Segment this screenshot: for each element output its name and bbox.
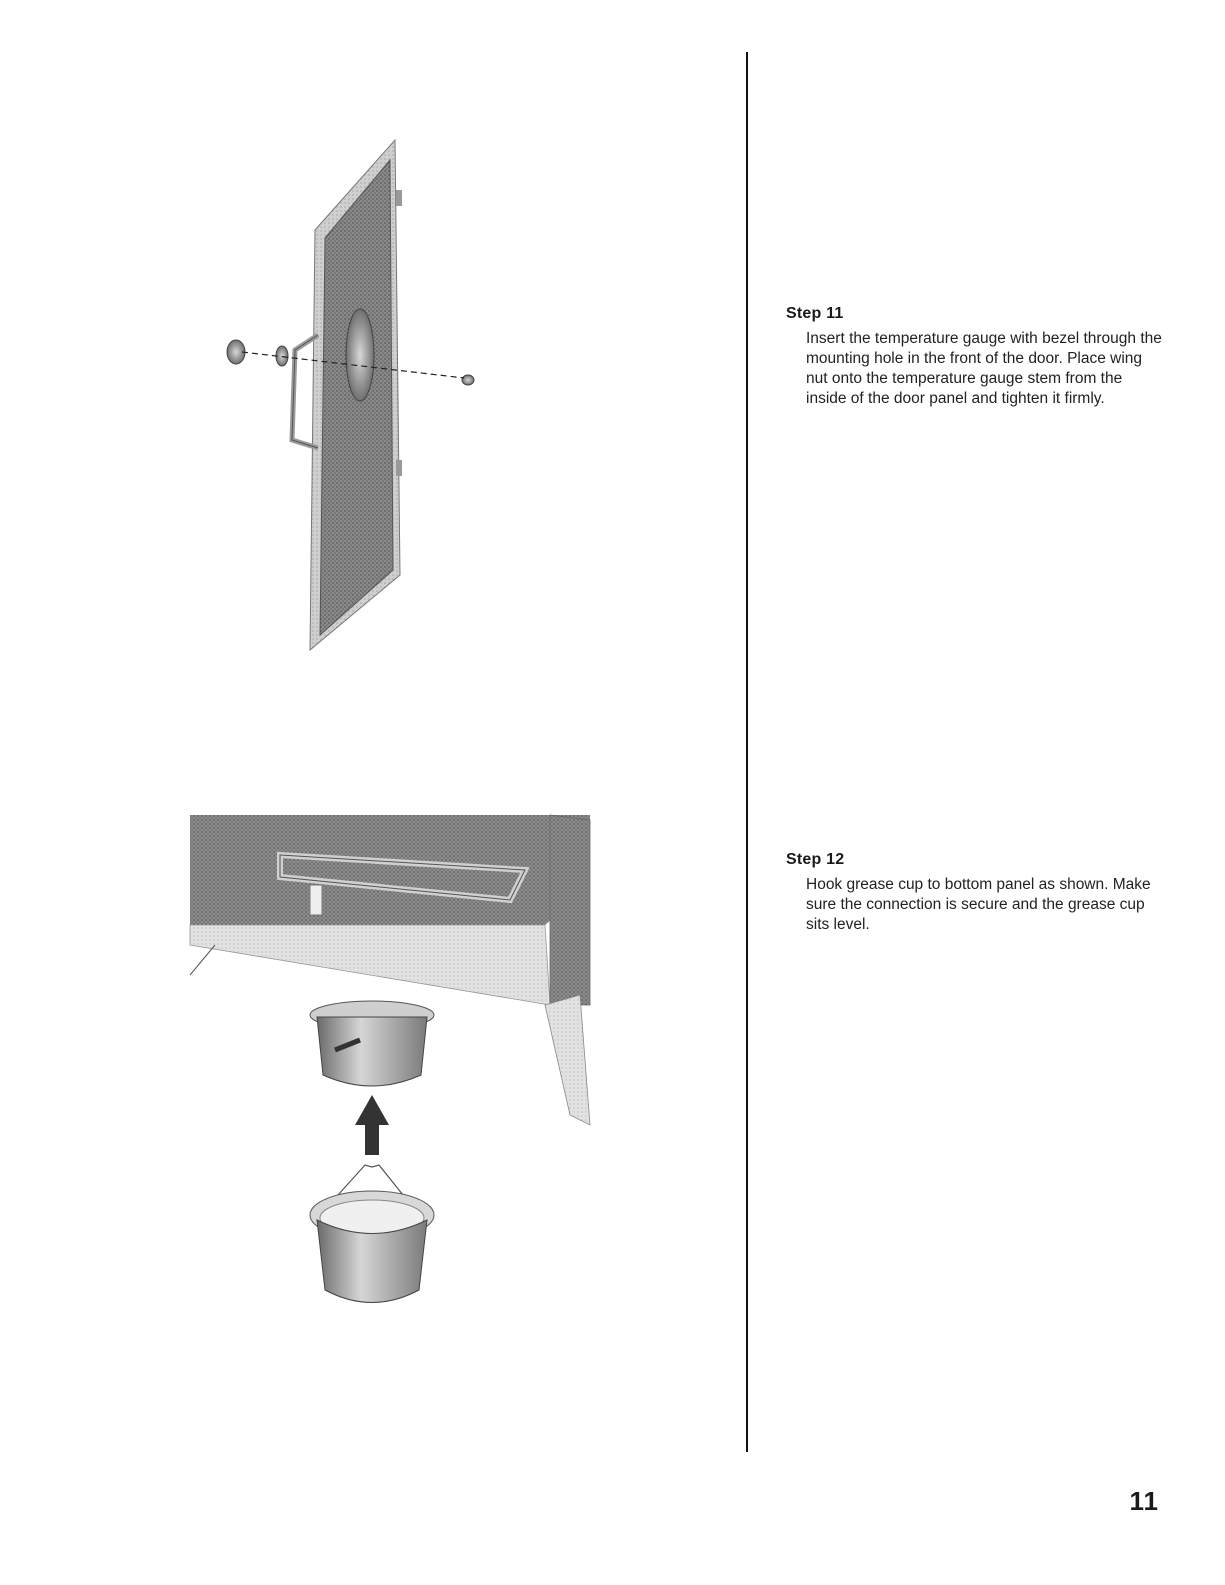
step-12 bbox=[786, 851, 1166, 935]
step-12-title: Step 12 bbox=[786, 851, 845, 868]
grease-cup-illustration bbox=[185, 815, 605, 1325]
step-12-text: Hook grease cup to bottom panel as shown. Make sure the connection is secure and the grease cup sits level. bbox=[806, 876, 1151, 933]
step-11-title: Step 11 bbox=[786, 305, 844, 322]
step-11-text: Insert the temperature gauge with bezel through the mounting hole in the front of the door. Place wing nut onto the temperature gauge stem from the inside of the door panel and tighten it firmly. bbox=[806, 330, 1162, 407]
page-number: 11 bbox=[1129, 1486, 1159, 1516]
column-divider bbox=[746, 52, 748, 1452]
step-11 bbox=[786, 305, 1166, 409]
door-temperature-gauge-illustration bbox=[200, 130, 500, 670]
